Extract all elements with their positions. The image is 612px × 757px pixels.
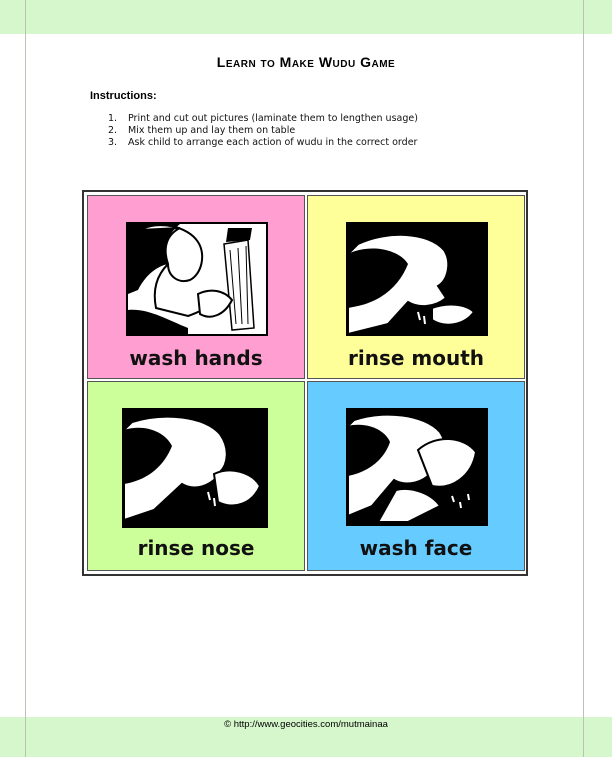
wash-face-illustration	[346, 408, 488, 526]
footer-credit: © http://www.geocities.com/mutmainaa	[224, 719, 388, 730]
instruction-number: 3.	[108, 137, 118, 148]
instruction-text: Ask child to arrange each action of wudu in the correct order	[128, 137, 418, 148]
card-wash-hands[interactable]	[87, 195, 305, 379]
instruction-number: 1.	[108, 113, 118, 124]
page-title: Learn to Make Wudu Game	[216, 54, 396, 70]
instruction-text: Mix them up and lay them on table	[128, 125, 296, 136]
card-rinse-mouth[interactable]	[307, 195, 525, 379]
card-label: rinse mouth	[347, 346, 484, 370]
instructions-heading: Instructions:	[90, 90, 157, 102]
card-label: rinse nose	[137, 536, 255, 560]
rinse-mouth-illustration	[346, 222, 488, 336]
instruction-item	[108, 125, 418, 137]
instruction-item	[108, 137, 418, 149]
instructions-list	[108, 113, 418, 149]
wudu-card-grid	[82, 190, 528, 576]
instruction-number: 2.	[108, 125, 118, 136]
card-label: wash face	[359, 536, 473, 560]
instruction-text: Print and cut out pictures (laminate them to lengthen usage)	[128, 113, 418, 124]
card-wash-face[interactable]	[307, 381, 525, 571]
instruction-item	[108, 113, 418, 125]
card-rinse-nose[interactable]	[87, 381, 305, 571]
card-label: wash hands	[129, 346, 263, 370]
rinse-nose-illustration	[122, 408, 268, 528]
wash-hands-illustration	[126, 222, 268, 336]
